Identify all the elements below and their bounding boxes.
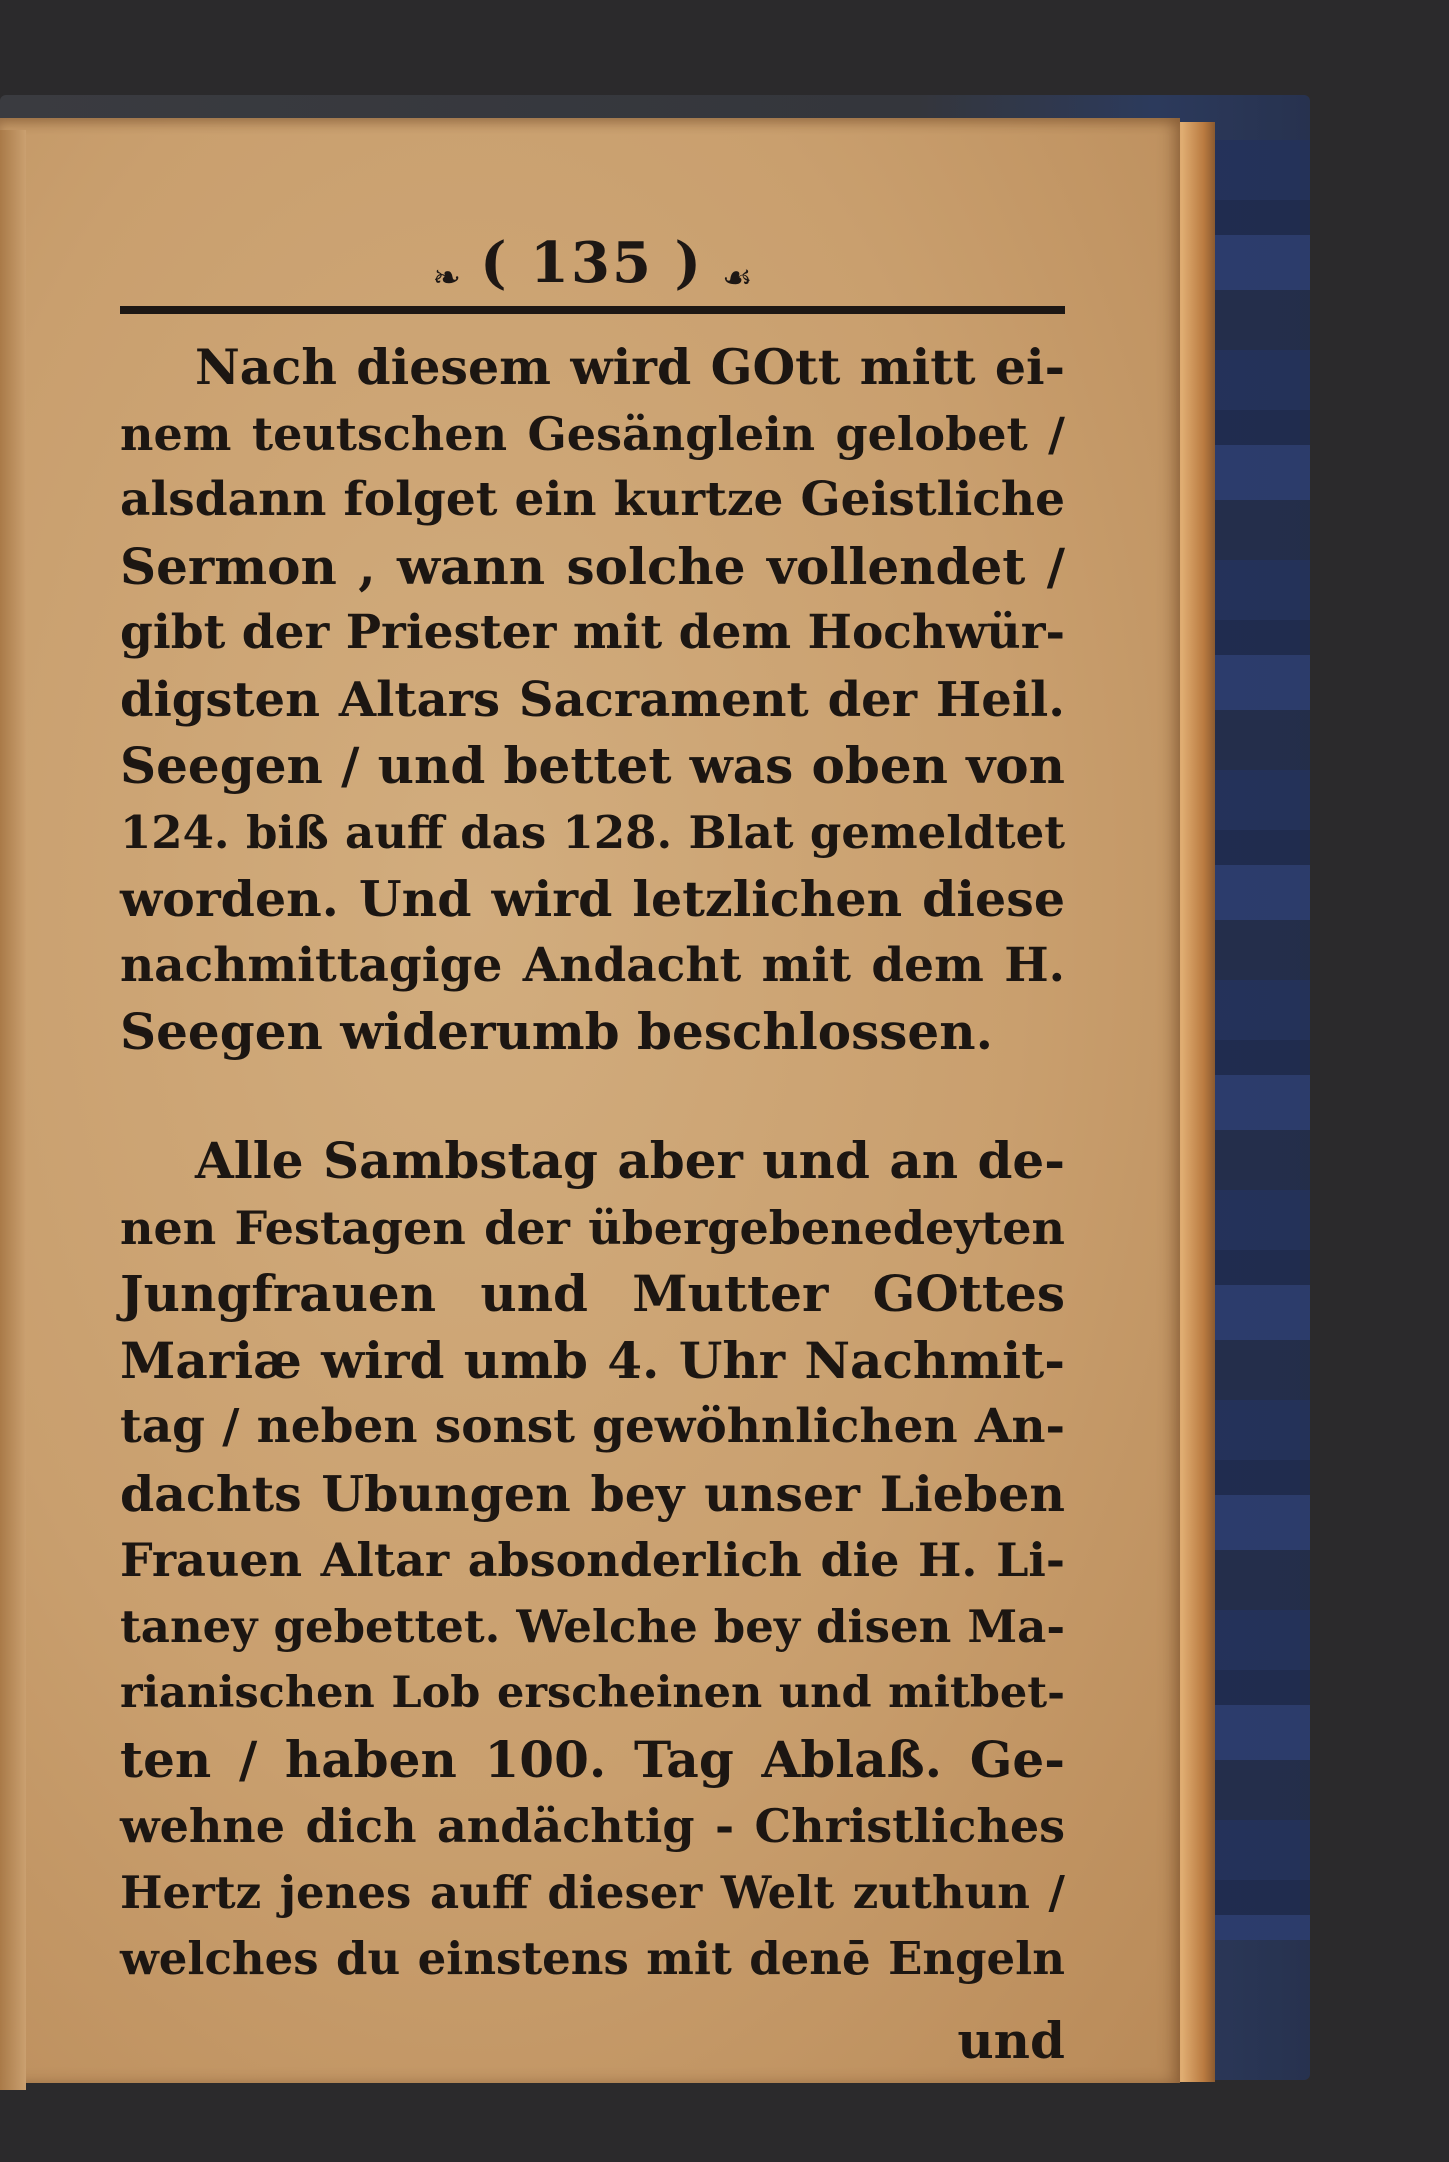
text-line: Frauen Altar absonderlich die H. Li- (120, 1533, 1065, 1587)
text-line: dachts Ubungen bey unser Lieben (120, 1464, 1065, 1523)
text-line: Seegen widerumb beschlossen. (120, 1002, 993, 1061)
ornament-right-icon: ☙ (722, 257, 753, 298)
catchword: und (957, 2011, 1065, 2070)
text-line: welches du einstens mit denē Engeln (120, 1932, 1065, 1985)
text-line: nem teutschen Gesänglein gelobet / (120, 406, 1065, 461)
text-line: ten / haben 100. Tag Ablaß. Ge- (120, 1729, 1065, 1789)
header-rule (120, 306, 1065, 314)
page-number: ( 135 ) (480, 230, 703, 296)
text-line: Nach diesem wird GOtt mitt ei- (195, 338, 1065, 396)
text-line: alsdann folget ein kurtze Geistliche (120, 472, 1065, 527)
ornament-left-icon: ❧ (432, 257, 461, 298)
text-line: Seegen / und bettet was oben von (120, 736, 1065, 795)
text-line: worden. Und wird letzlichen diese (120, 870, 1065, 928)
text-line: wehne dich andächtig - Christliches (120, 1799, 1065, 1853)
catchword-block (120, 2008, 1065, 2075)
text-line: 124. biß auff das 128. Blat gemeldtet (120, 805, 1065, 859)
text-line: Hertz jenes auff dieser Welt zuthun / (120, 1865, 1065, 1919)
text-line: nen Festagen der übergebenedeyten (120, 1200, 1065, 1255)
text-line: rianischen Lob erscheinen und mitbet- (120, 1668, 1065, 1718)
paragraph-1 (120, 334, 1065, 1066)
text-line: taney gebettet. Welche bey disen Ma- (120, 1599, 1065, 1653)
text-line: nachmittagige Andacht mit dem H. (120, 937, 1065, 993)
text-line: Mariæ wird umb 4. Uhr Nachmit- (120, 1330, 1065, 1390)
text-line: gibt der Priester mit dem Hochwür- (120, 605, 1065, 660)
text-line: Jungfrauen und Mutter GOttes (120, 1264, 1065, 1323)
cover-binding (1215, 140, 1310, 1940)
page-gutter (0, 130, 26, 2090)
paragraph-2 (120, 1128, 1065, 1993)
text-line: tag / neben sonst gewöhnlichen An- (120, 1399, 1065, 1454)
text-line: digsten Altars Sacrament der Heil. (120, 671, 1065, 728)
text-line: Alle Sambstag aber und an de- (195, 1131, 1065, 1190)
text-line: Sermon , wann solche vollendet / (120, 536, 1065, 596)
